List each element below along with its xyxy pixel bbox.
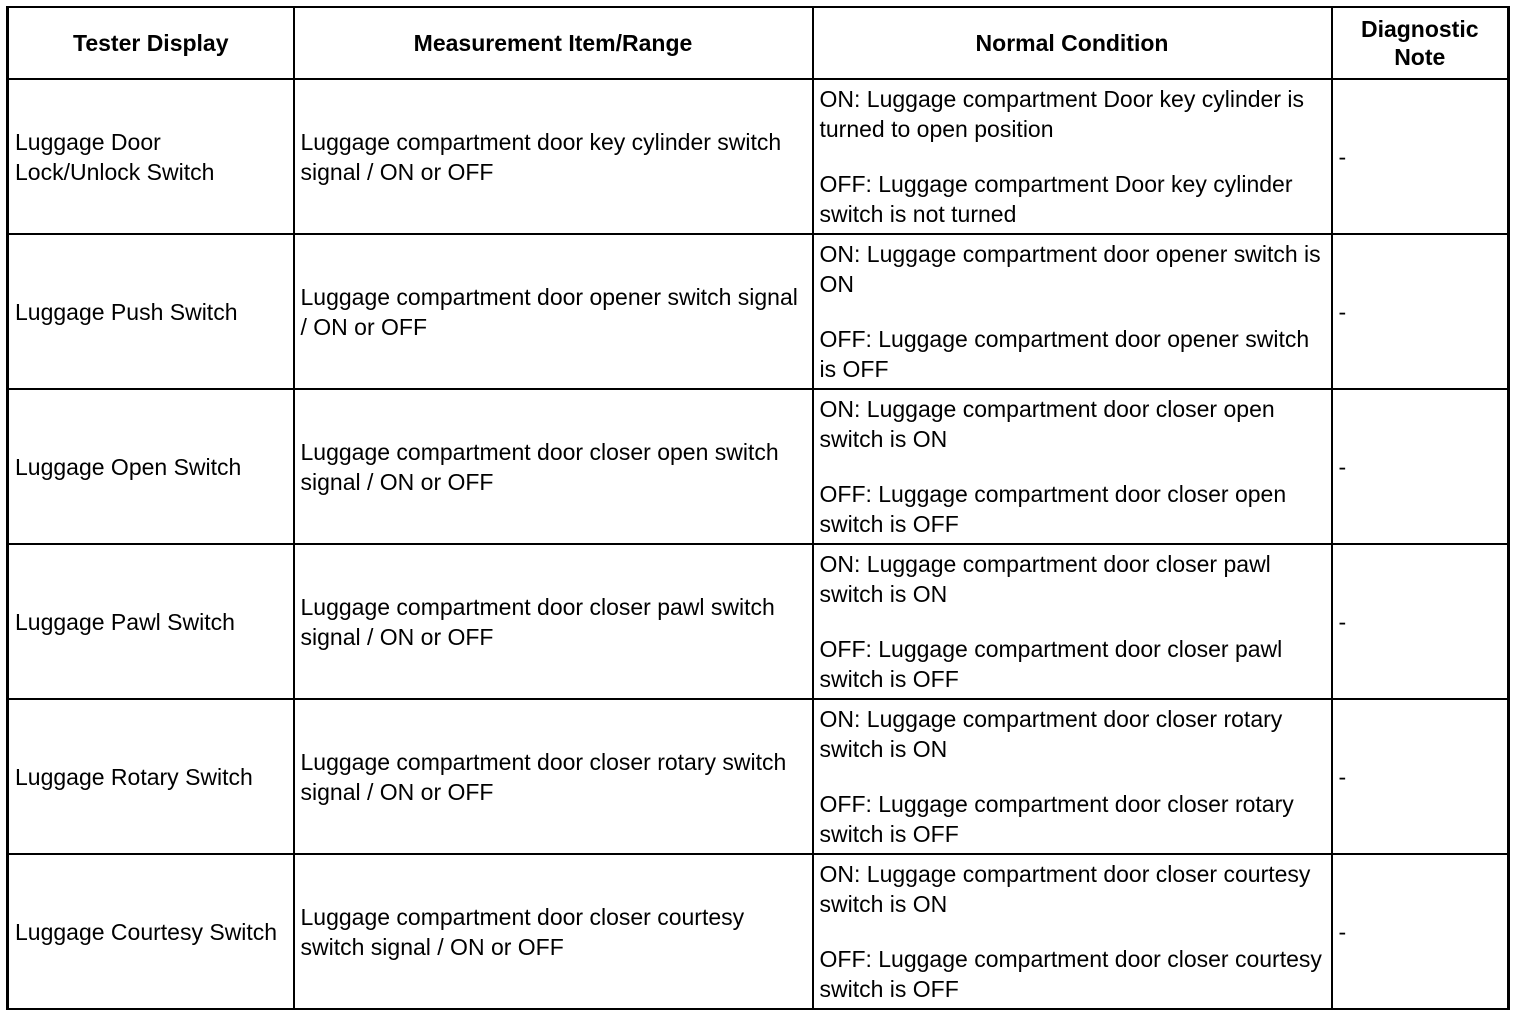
cell-measurement: Luggage compartment door closer rotary switch signal / ON or OFF	[294, 699, 813, 854]
cell-diagnostic-note: -	[1332, 79, 1509, 234]
condition-off-text: OFF: Luggage compartment door closer rotary switch is OFF	[819, 791, 1294, 847]
condition-on-text: ON: Luggage compartment Door key cylinder is turned to open position	[819, 86, 1304, 142]
cell-tester-display: Luggage Door Lock/Unlock Switch	[8, 79, 294, 234]
condition-off-text: OFF: Luggage compartment door closer pawl switch is OFF	[819, 636, 1283, 692]
cell-diagnostic-note: -	[1332, 389, 1509, 544]
table-row	[8, 389, 1509, 544]
header-normal-condition: Normal Condition	[813, 7, 1332, 79]
cell-tester-display: Luggage Rotary Switch	[8, 699, 294, 854]
cell-tester-display: Luggage Push Switch	[8, 234, 294, 389]
condition-on-text: ON: Luggage compartment door closer open switch is ON	[819, 396, 1275, 452]
cell-normal-condition	[813, 79, 1332, 234]
cell-measurement: Luggage compartment door closer courtesy switch signal / ON or OFF	[294, 854, 813, 1009]
condition-on-text: ON: Luggage compartment door closer pawl switch is ON	[819, 551, 1271, 607]
cell-diagnostic-note: -	[1332, 699, 1509, 854]
cell-normal-condition	[813, 544, 1332, 699]
cell-measurement: Luggage compartment door key cylinder switch signal / ON or OFF	[294, 79, 813, 234]
header-measurement-item: Measurement Item/Range	[294, 7, 813, 79]
header-diagnostic-note: Diagnostic Note	[1332, 7, 1509, 79]
cell-normal-condition	[813, 234, 1332, 389]
table-row	[8, 699, 1509, 854]
cell-diagnostic-note: -	[1332, 854, 1509, 1009]
condition-off-text: OFF: Luggage compartment door closer courtesy switch is OFF	[819, 946, 1322, 1002]
condition-on-text: ON: Luggage compartment door opener switch is ON	[819, 241, 1321, 297]
cell-tester-display: Luggage Open Switch	[8, 389, 294, 544]
cell-normal-condition	[813, 389, 1332, 544]
header-tester-display: Tester Display	[8, 7, 294, 79]
cell-measurement: Luggage compartment door closer open switch signal / ON or OFF	[294, 389, 813, 544]
cell-diagnostic-note: -	[1332, 544, 1509, 699]
condition-on-text: ON: Luggage compartment door closer courtesy switch is ON	[819, 861, 1311, 917]
condition-on-text: ON: Luggage compartment door closer rotary switch is ON	[819, 706, 1283, 762]
cell-measurement: Luggage compartment door closer pawl switch signal / ON or OFF	[294, 544, 813, 699]
cell-normal-condition	[813, 699, 1332, 854]
condition-off-text: OFF: Luggage compartment Door key cylinder switch is not turned	[819, 171, 1293, 227]
table-header-row	[8, 7, 1509, 79]
cell-tester-display: Luggage Pawl Switch	[8, 544, 294, 699]
table-row	[8, 79, 1509, 234]
table-row	[8, 544, 1509, 699]
cell-normal-condition	[813, 854, 1332, 1009]
table-row	[8, 854, 1509, 1009]
condition-off-text: OFF: Luggage compartment door closer open switch is OFF	[819, 481, 1287, 537]
data-list-table	[6, 6, 1510, 1010]
table-row	[8, 234, 1509, 389]
cell-measurement: Luggage compartment door opener switch signal / ON or OFF	[294, 234, 813, 389]
cell-diagnostic-note: -	[1332, 234, 1509, 389]
condition-off-text: OFF: Luggage compartment door opener switch is OFF	[819, 326, 1310, 382]
cell-tester-display: Luggage Courtesy Switch	[8, 854, 294, 1009]
